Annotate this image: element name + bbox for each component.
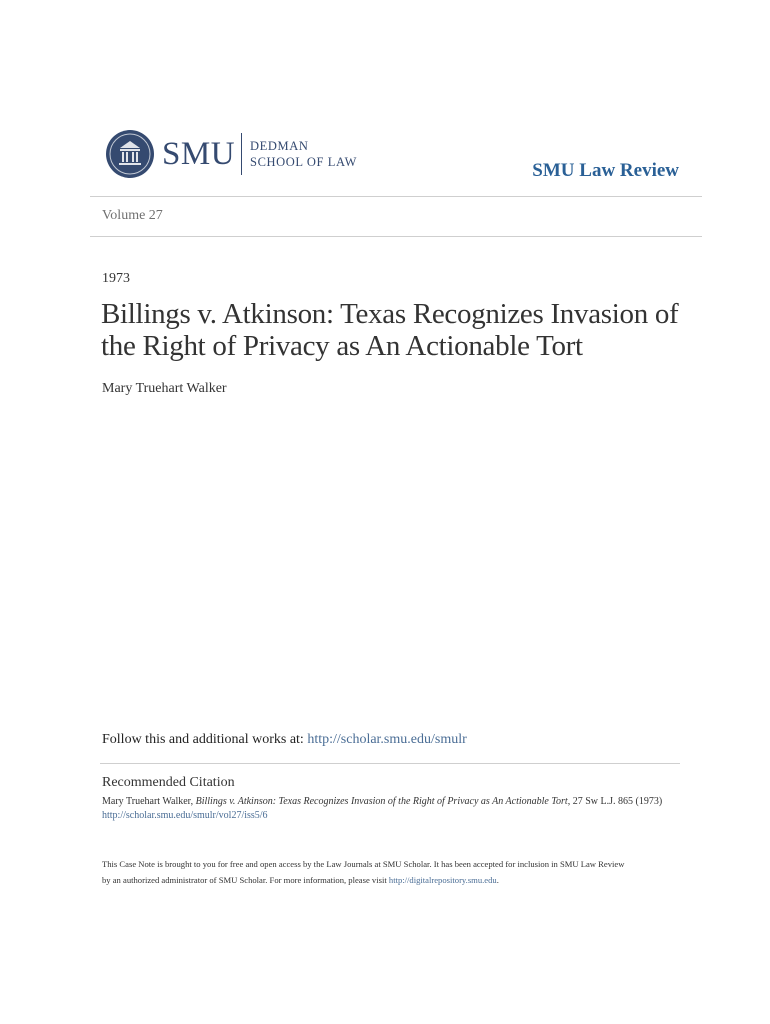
follow-line <box>102 732 467 748</box>
smu-seal-icon <box>106 130 154 178</box>
follow-link[interactable]: http://scholar.smu.edu/smulr <box>307 732 467 747</box>
volume-divider <box>90 236 702 237</box>
header-divider <box>90 196 702 197</box>
citation-title: Billings v. Atkinson: Texas Recognizes Invasion of the Right of Privacy as An Actionable Tort <box>195 796 568 807</box>
article-author: Mary Truehart Walker <box>102 381 227 396</box>
article-title: Billings v. Atkinson: Texas Recognizes Invasion of the Right of Privacy as An Actionable Tort <box>101 298 679 362</box>
logo-school-line1: DEDMAN <box>250 139 309 153</box>
smu-dedman-logo <box>106 130 357 178</box>
journal-name[interactable]: SMU Law Review <box>532 160 679 181</box>
access-note-suffix: . <box>496 875 499 885</box>
logo-school-name <box>250 138 357 170</box>
recommended-citation-heading: Recommended Citation <box>102 775 235 790</box>
citation-link[interactable]: http://scholar.smu.edu/smulr/vol27/iss5/6 <box>102 810 268 821</box>
citation-author: Mary Truehart Walker, <box>102 796 196 807</box>
repository-link[interactable]: http://digitalrepository.smu.edu <box>388 875 497 885</box>
access-note-prefix: by an authorized administrator of SMU Scholar. For more information, please visit <box>102 875 389 885</box>
access-note-line2 <box>102 872 624 888</box>
citation-divider <box>100 763 680 764</box>
publication-year: 1973 <box>102 271 130 286</box>
citation-text <box>102 796 662 807</box>
volume-label[interactable]: Volume 27 <box>102 208 163 223</box>
follow-label: Follow this and additional works at: <box>102 732 308 747</box>
access-note-line1: This Case Note is brought to you for free and open access by the Law Journals at SMU Scholar. It has been accepted for inclusion in SMU Law Review <box>102 859 625 869</box>
logo-wordmark: SMU <box>162 135 236 172</box>
access-note <box>102 856 624 888</box>
citation-source: , 27 Sw L.J. 865 (1973) <box>567 796 663 807</box>
logo-school-line2: SCHOOL OF LAW <box>250 155 358 169</box>
logo-divider <box>241 133 242 175</box>
